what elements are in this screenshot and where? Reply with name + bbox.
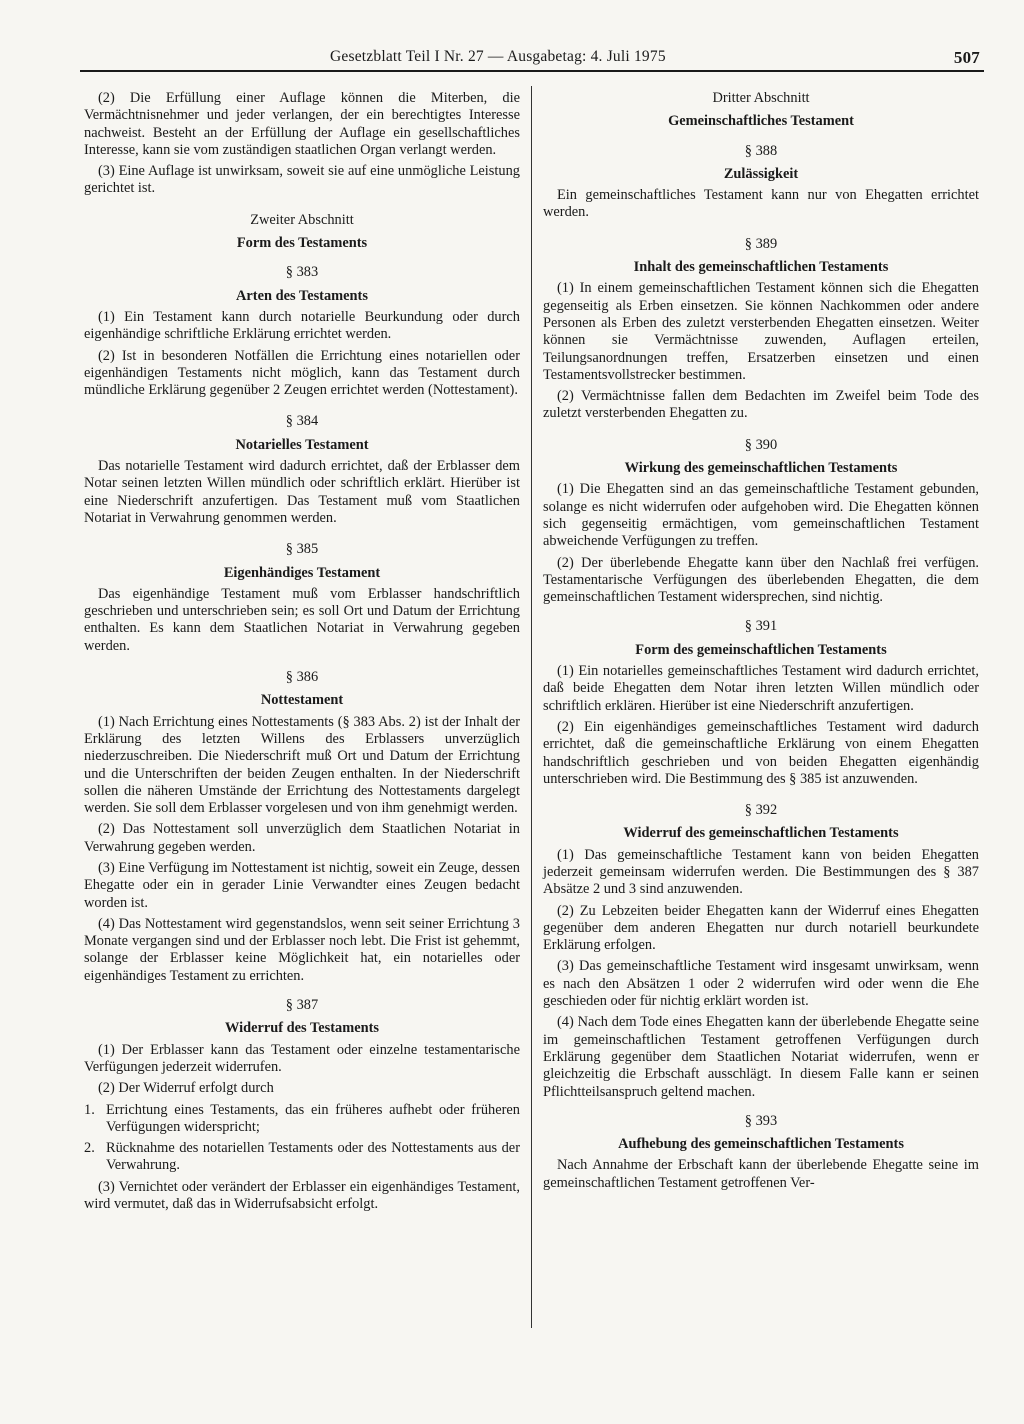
- paragraph: (2) Der Widerruf erfolgt durch: [98, 1080, 274, 1097]
- section-number-393: § 393: [744, 1112, 778, 1129]
- section-heading-393: Aufhebung des gemeinschaftlichen Testaments: [618, 1136, 904, 1153]
- section-number-385: § 385: [285, 541, 319, 558]
- section-heading-384: Notarielles Testament: [235, 436, 369, 453]
- section-number-383: § 383: [285, 264, 319, 281]
- section-number-389: § 389: [744, 235, 778, 252]
- paragraph: (1) Ein Testament kann durch notarielle Beurkundung oder durch eigenhändige schriftliche Erklärung errichtet werden.: [84, 308, 520, 343]
- paragraph: (2) Der überlebende Ehegatte kann über den Nachlaß frei verfügen. Testamentarische Verfügungen des überlebenden Ehegatten, die dem gemeinschaftlichen Testament widersprechen, sind nichtig.: [543, 554, 979, 606]
- chapter-label: Dritter Abschnitt: [712, 90, 810, 106]
- section-heading-386: Nottestament: [260, 692, 344, 709]
- paragraph: (1) Das gemeinschaftliche Testament kann von beiden Ehegatten jederzeit gemeinsam widerrufen werden. Die Bestimmungen des § 387 Absätze 2 und 3 sind anzuwenden.: [543, 846, 979, 898]
- paragraph: Das eigenhändige Testament muß vom Erblasser handschriftlich geschrieben und unterschrieben sein; es soll Ort und Datum der Errichtung enthalten. Es kann dem Staatlichen Notariat in Verwahrung gegeben werden.: [84, 585, 520, 654]
- section-number-387: § 387: [285, 997, 319, 1014]
- list-item: [84, 1140, 520, 1175]
- left-column: [84, 90, 520, 1217]
- section-heading-385: Eigenhändiges Testament: [223, 564, 381, 581]
- chapter-label: Zweiter Abschnitt: [250, 211, 354, 228]
- section-heading-383: Arten des Testaments: [236, 287, 368, 304]
- list-item-text: Rücknahme des notariellen Testaments oder des Nottestaments aus der Verwahrung.: [106, 1140, 520, 1174]
- paragraph: (1) Die Ehegatten sind an das gemeinschaftliche Testament gebunden, solange es nicht widerrufen oder aufgehoben wird. Die Ehegatten können sich gegenseitig ermächtigen, vom gemeinschaftlichen Testament abweichende Verfügungen zu treffen.: [543, 481, 979, 550]
- running-head-title: Gesetzblatt Teil I Nr. 27 — Ausgabetag: 4. Juli 1975: [330, 48, 666, 65]
- chapter-title: Gemeinschaftliches Testament: [668, 113, 854, 130]
- section-heading-392: Widerruf des gemeinschaftlichen Testaments: [623, 825, 899, 842]
- paragraph: (4) Das Nottestament wird gegenstandslos, wenn seit seiner Errichtung 3 Monate vergangen sind und der Erblasser noch lebt. Die Frist ist gehemmt, solange der Erblasser keine Möglichkeit hat, ein notarielles oder eigenhändiges Testament zu errichten.: [84, 915, 520, 984]
- list-item-number: 2.: [84, 1140, 95, 1157]
- paragraph: (2) Ist in besonderen Notfällen die Errichtung eines notariellen oder eigenhändigen Testaments nicht möglich, kann das Testament durch mündliche Erklärung gegenüber 2 Zeugen errichtet werden (Nottestament).: [84, 347, 520, 399]
- list-item-text: Errichtung eines Testaments, das ein früheres aufhebt oder früheren Verfügungen widerspricht;: [106, 1101, 520, 1135]
- paragraph: (3) Vernichtet oder verändert der Erblasser ein eigenhändiges Testament, wird vermutet, daß das in Widerrufsabsicht erfolgt.: [84, 1178, 520, 1213]
- paragraph: (3) Das gemeinschaftliche Testament wird insgesamt unwirksam, wenn es nach den Absätzen 1 oder 2 widerrufen wird oder wenn die Ehe geschieden oder für nichtig erklärt worden ist.: [543, 958, 979, 1010]
- paragraph: Ein gemeinschaftliches Testament kann nur von Ehegatten errichtet werden.: [543, 187, 979, 221]
- section-number-391: § 391: [744, 618, 778, 635]
- paragraph: (2) Das Nottestament soll unverzüglich dem Staatlichen Notariat in Verwahrung gegeben werden.: [84, 821, 520, 855]
- section-heading-389: Inhalt des gemeinschaftlichen Testaments: [633, 259, 889, 276]
- list-item: [84, 1102, 520, 1137]
- paragraph: Das notarielle Testament wird dadurch errichtet, daß der Erblasser dem Notar seinen letzten Willen mündlich oder schriftlich erklärt. Hierüber ist eine Niederschrift anzufertigen. Das Testament muß vom Staatlichen Notariat in Verwahrung genommen werden.: [84, 458, 520, 526]
- chapter-title: Form des Testaments: [236, 235, 368, 252]
- column-divider: [531, 86, 532, 1328]
- running-head: [80, 48, 984, 72]
- section-number-386: § 386: [285, 669, 319, 686]
- section-heading-387: Widerruf des Testaments: [224, 1020, 380, 1037]
- list-item-number: 1.: [84, 1101, 95, 1118]
- paragraph: (2) Zu Lebzeiten beider Ehegatten kann der Widerruf eines Ehegatten gegenüber dem anderen Ehegatten nur durch notariell beurkundete Erklärung erfolgen.: [543, 902, 979, 954]
- paragraph: (2) Vermächtnisse fallen dem Bedachten im Zweifel beim Tode des zuletzt versterbenden Ehegatten zu.: [543, 388, 979, 422]
- page-number: 507: [953, 48, 980, 67]
- section-heading-388: Zulässigkeit: [723, 165, 799, 182]
- section-heading-391: Form des gemeinschaftlichen Testaments: [635, 641, 887, 658]
- paragraph: (1) Nach Errichtung eines Nottestaments (§ 383 Abs. 2) ist der Inhalt der Erklärung des letzten Willens des Erblassers unverzüglich niederzuschreiben. Die Niederschrift muß Ort und Datum der Errichtung und die Unterschriften der beiden Zeugen enthalten. In der Niederschrift sollen die näheren Umstände der Errichtung des Nottestaments dargelegt werden. Sie soll dem Erblasser vorgelesen und von ihm genehmigt werden.: [84, 713, 520, 817]
- section-number-388: § 388: [744, 142, 778, 159]
- paragraph: (1) Ein notarielles gemeinschaftliches Testament wird dadurch errichtet, daß beide Ehegatten dem Notar ihren letzten Willen mündlich oder schriftlich erklären. Hierüber ist eine Niederschrift anzufertigen.: [543, 663, 979, 714]
- paragraph: Nach Annahme der Erbschaft kann der überlebende Ehegatte seine im gemeinschaftlichen Testament getroffenen Ver-: [543, 1157, 979, 1191]
- paragraph: (2) Ein eigenhändiges gemeinschaftliches Testament wird dadurch errichtet, daß die gemeinschaftliche Erklärung von einem Ehegatten handschriftlich geschrieben und von beiden Ehegatten eigenhändig unterschrieben wird. Die Bestimmung des § 385 ist anzuwenden.: [543, 718, 979, 787]
- paragraph: (1) In einem gemeinschaftlichen Testament können sich die Ehegatten gegenseitig als Erben einsetzen. Sie können Nachkommen oder andere Personen als Erben des zuletzt versterbenden Ehegatten einsetzen. Weiter können sie Vermächtnisse zuwenden, Auflagen erteilen, Teilungsanordnungen treffen, Ersatzerben einsetzen und einen Testamentsvollstrecker bestimmen.: [543, 280, 979, 383]
- section-number-384: § 384: [285, 413, 319, 430]
- section-number-392: § 392: [744, 802, 778, 819]
- section-heading-390: Wirkung des gemeinschaftlichen Testaments: [624, 460, 898, 477]
- right-column: [543, 90, 979, 1196]
- paragraph: (4) Nach dem Tode eines Ehegatten kann der überlebende Ehegatte seine im gemeinschaftlichen Testament getroffenen Verfügungen durch Erklärung gegenüber dem Staatlichen Notariat widerrufen, wenn er gleichzeitig die Erbschaft ausschlägt. In diesem Falle kann er seinen Pflichtteilsanspruch geltend machen.: [543, 1014, 979, 1100]
- paragraph: (3) Eine Auflage ist unwirksam, soweit sie auf eine unmögliche Leistung gerichtet ist.: [84, 163, 520, 197]
- paragraph: (2) Die Erfüllung einer Auflage können die Miterben, die Vermächtnisnehmer und jeder verlangen, der ein berechtigtes Interesse nachweist. Besteht an der Erfüllung der Auflage ein gesellschaftliches Interesse, kann sie vom zuständigen staatlichen Organ verlangt werden.: [84, 90, 520, 158]
- paragraph: (1) Der Erblasser kann das Testament oder einzelne testamentarische Verfügungen jederzeit widerrufen.: [84, 1041, 520, 1075]
- section-number-390: § 390: [744, 436, 778, 453]
- paragraph: (3) Eine Verfügung im Nottestament ist nichtig, soweit ein Zeuge, dessen Ehegatte oder ein in gerader Linie Verwandter eines Zeugen bedacht worden ist.: [84, 859, 520, 911]
